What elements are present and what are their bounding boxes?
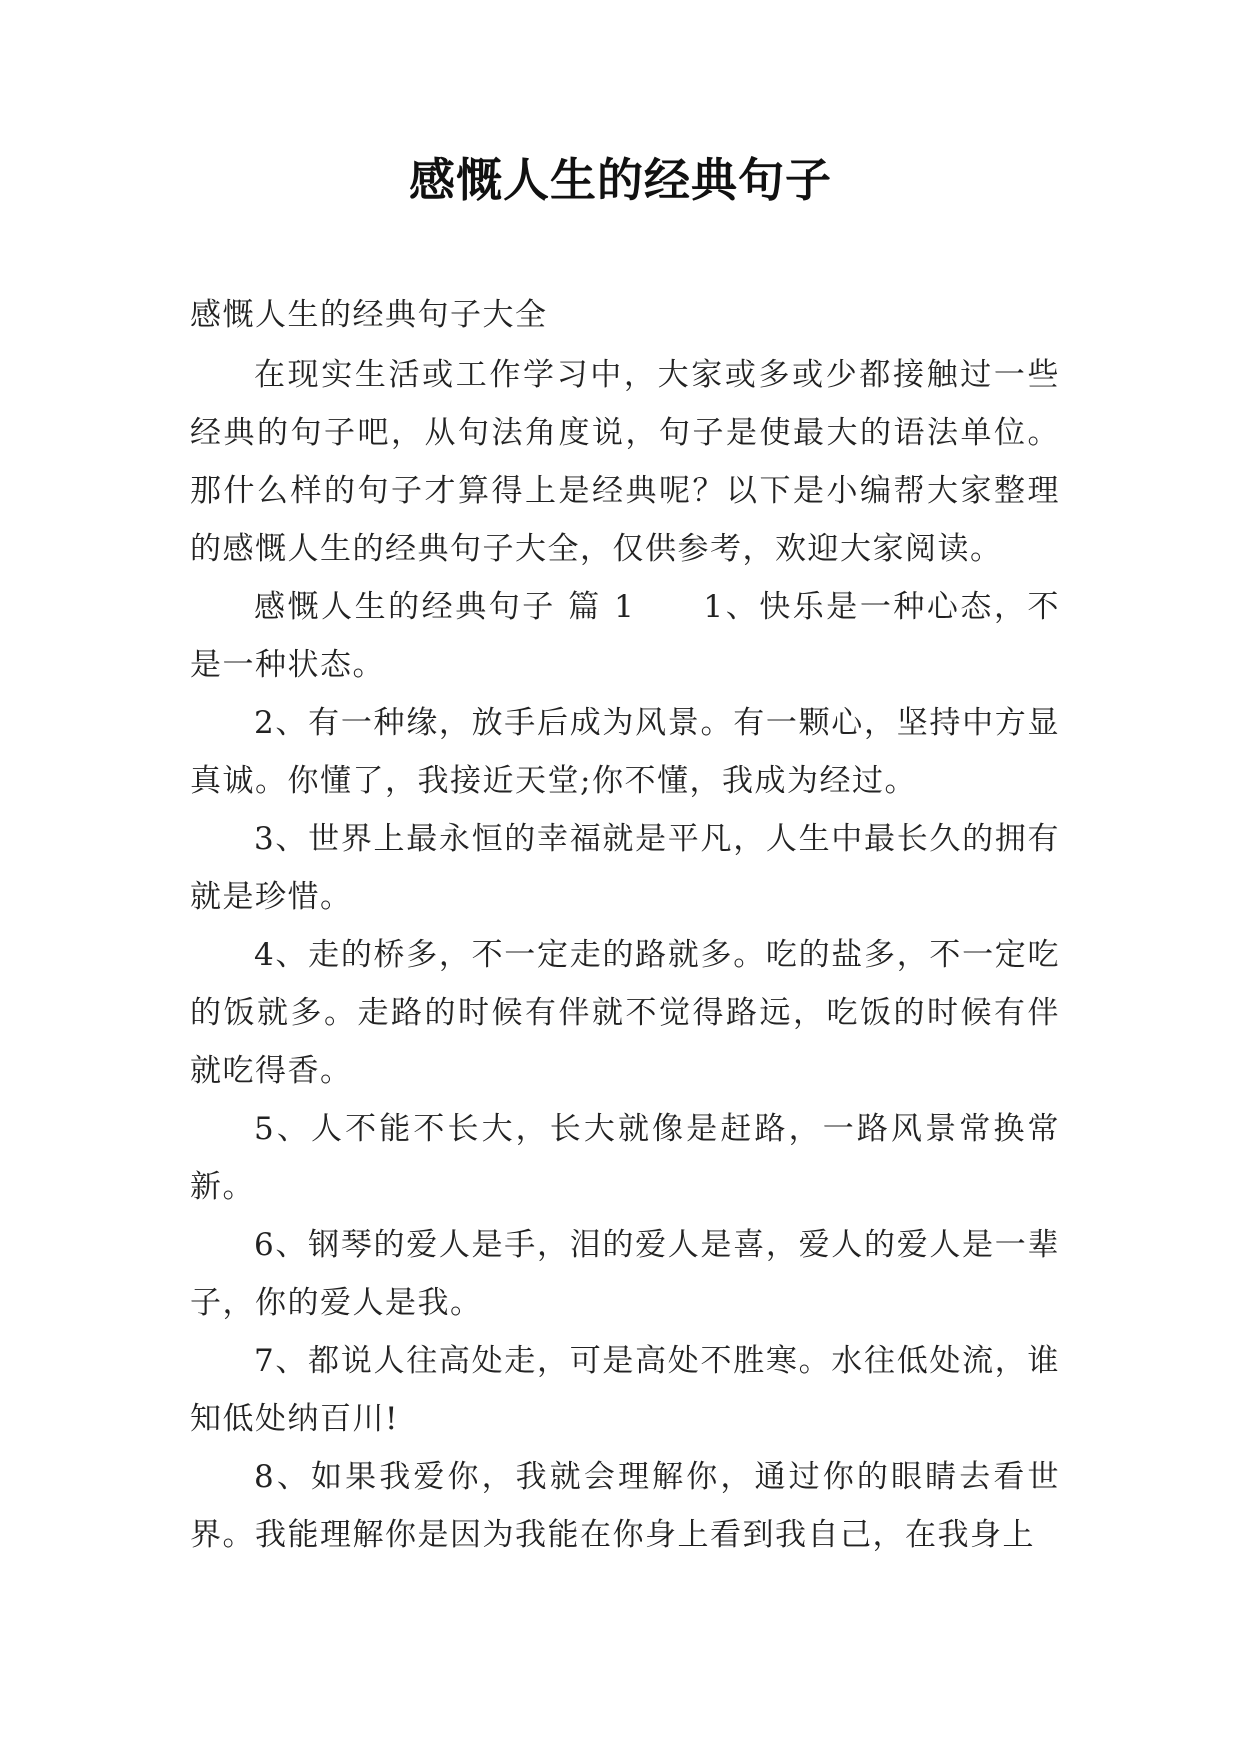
section-heading-paragraph: 感慨人生的经典句子 篇 1 1、快乐是一种心态，不是一种状态。 — [190, 589, 1060, 683]
list-item: 8、如果我爱你，我就会理解你，通过你的眼睛去看世界。我能理解你是因为我能在你身上看到我自己，在我身上 — [190, 1459, 1060, 1553]
document-subtitle: 感慨人生的经典句子大全 — [190, 297, 548, 333]
list-item: 7、都说人往高处走，可是高处不胜寒。水往低处流，谁知低处纳百川! — [190, 1343, 1060, 1437]
list-item: 2、有一种缘，放手后成为风景。有一颗心，坚持中方显真诚。你懂了，我接近天堂;你不懂，我成为经过。 — [190, 705, 1060, 799]
document-body — [190, 286, 1060, 1564]
list-item: 5、人不能不长大，长大就像是赶路，一路风景常换常新。 — [190, 1111, 1060, 1205]
list-item: 6、钢琴的爱人是手，泪的爱人是喜，爱人的爱人是一辈子，你的爱人是我。 — [190, 1227, 1060, 1321]
document-title: 感慨人生的经典句子 — [409, 153, 832, 207]
list-item: 3、世界上最永恒的幸福就是平凡，人生中最长久的拥有就是珍惜。 — [190, 821, 1060, 915]
intro-paragraph: 在现实生活或工作学习中，大家或多或少都接触过一些经典的句子吧，从句法角度说，句子是使最大的语法单位。那什么样的句子才算得上是经典呢？以下是小编帮大家整理的感慨人生的经典句子大全，仅供参考，欢迎大家阅读。 — [190, 357, 1060, 567]
list-item: 4、走的桥多，不一定走的路就多。吃的盐多，不一定吃的饭就多。走路的时候有伴就不觉得路远，吃饭的时候有伴就吃得香。 — [190, 937, 1060, 1089]
